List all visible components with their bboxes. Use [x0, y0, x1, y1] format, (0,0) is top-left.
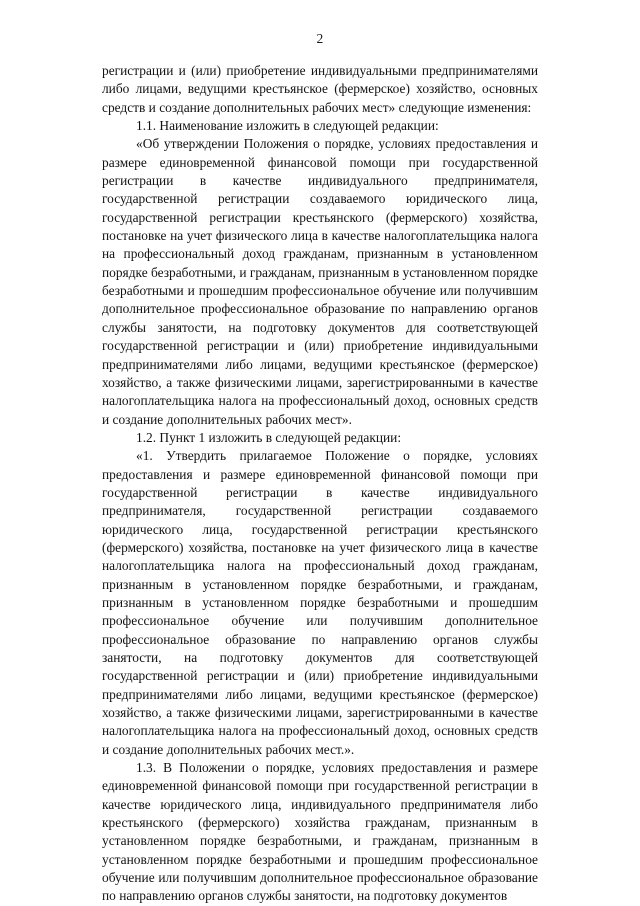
page-number: 2: [316, 31, 324, 46]
paragraph-intro: регистрации и (или) приобретение индивидуальными предпринимателями либо лицами, ведущими крестьянское (фермерское) хозяйство, основных средств и создание дополнительных рабочих мест» следующие изменения:: [102, 63, 538, 115]
document-body: [102, 62, 538, 906]
paragraph-clause-1-2: 1.2. Пункт 1 изложить в следующей редакции:: [136, 429, 402, 445]
paragraph-clause-1-1-quote: «Об утверждении Положения о порядке, условиях предоставления и размере единовременной финансовой помощи при государственной регистрации в качестве индивидуального предпринимателя, государственной регистрации создаваемого юридического лица, государственной регистрации крестьянского (фермерского) хозяйства, постановке на учет физического лица в качестве налогоплательщика налога на профессиональный доход гражданам, признанным в установленном порядке безработными, и гражданам, признанным в установленном порядке безработными и прошедшим профессиональное обучение или получившим дополнительное профессиональное образование по направлению органов службы занятости, на подготовку документов для соответствующей государственной регистрации и (или) приобретение индивидуальными предпринимателями либо лицами, ведущими крестьянское (фермерское) хозяйство, а также физическими лицами, зарегистрированными в качестве налогоплательщика налога на профессиональный доход, основных средств и создание дополнительных рабочих мест».: [102, 136, 538, 427]
paragraph-clause-1-1: 1.1. Наименование изложить в следующей редакции:: [136, 118, 439, 134]
paragraph-clause-1-3: 1.3. В Положении о порядке, условиях предоставления и размере единовременной финансовой помощи при государственной регистрации в качестве юридического лица, индивидуального предпринимателя либо крестьянского (фермерского) хозяйства гражданам, признанным в установленном порядке безработными, и гражданам, признанным в установленном порядке безработными и прошедшим профессиональное обучение или получившим дополнительное профессиональное образование по направлению органов службы занятости, на подготовку документов: [102, 760, 538, 904]
paragraph-clause-1-2-quote: «1. Утвердить прилагаемое Положение о порядке, условиях предоставления и размере единовременной финансовой помощи при государственной регистрации в качестве индивидуального предпринимателя, государственной регистрации создаваемого юридического лица, государственной регистрации крестьянского (фермерского) хозяйства, постановке на учет физического лица в качестве налогоплательщика налога на профессиональный доход гражданам, признанным в установленном порядке безработными, и гражданам, признанным в установленном порядке безработными и прошедшим профессиональное обучение или получившим дополнительное профессиональное образование по направлению органов службы занятости, на подготовку документов для соответствующей государственной регистрации и (или) приобретение индивидуальными предпринимателями либо лицами, ведущими крестьянское (фермерское) хозяйство, а также физическими лицами, зарегистрированными в качестве налогоплательщика налога на профессиональный доход, основных средств и создание дополнительных рабочих мест.».: [102, 448, 538, 757]
